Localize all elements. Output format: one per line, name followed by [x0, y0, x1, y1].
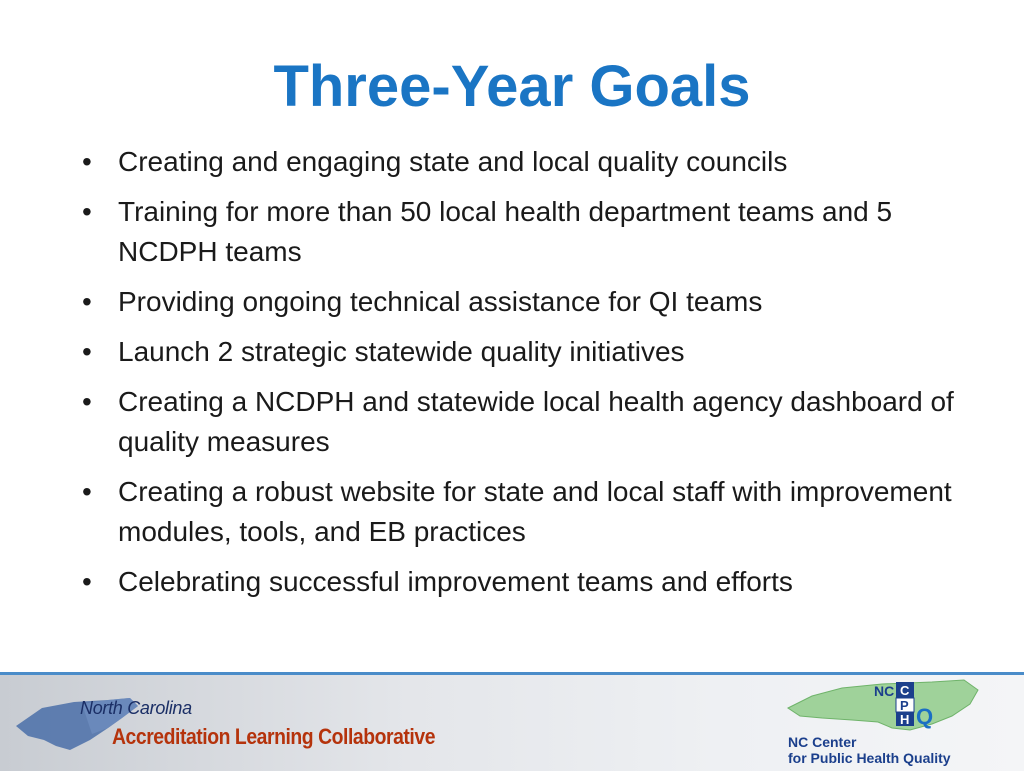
bullet-item	[82, 142, 992, 182]
bullet-marker: •	[82, 336, 92, 367]
bullet-text: Celebrating successful improvement teams and efforts	[118, 566, 793, 597]
bullet-item	[82, 282, 992, 322]
logo-line-north-carolina: North Carolina	[80, 698, 192, 718]
bullet-marker: •	[82, 286, 92, 317]
mark-letter-p: P	[900, 698, 909, 713]
mark-letter-q: Q	[916, 704, 934, 729]
bullet-list	[82, 142, 992, 612]
bullet-item	[82, 472, 992, 552]
bullet-marker: •	[82, 386, 92, 417]
bullet-text: Creating and engaging state and local quality councils	[118, 146, 788, 177]
mark-letters-nc: NC	[874, 683, 895, 699]
bullet-item	[82, 332, 992, 372]
bullet-marker: •	[82, 476, 92, 507]
accreditation-learning-collaborative-logo	[12, 688, 442, 762]
bullet-text: Creating a robust website for state and local staff with improvement modules, tools, and EB practices	[118, 476, 952, 547]
logo-line-accreditation: Accreditation Learning Collaborative	[112, 724, 436, 749]
mark-letter-c: C	[900, 683, 910, 698]
slide-title: Three-Year Goals	[273, 54, 751, 119]
bullet-text: Launch 2 strategic statewide quality initiatives	[118, 336, 685, 367]
logo-name-line2: for Public Health Quality	[788, 750, 951, 766]
logo-name-line1: NC Center	[788, 734, 857, 750]
ncphq-map-mark-icon	[782, 676, 1022, 736]
bullet-marker: •	[82, 146, 92, 177]
bullet-text: Providing ongoing technical assistance for QI teams	[118, 286, 763, 317]
mark-letter-h: H	[900, 712, 910, 727]
bullet-text: Creating a NCDPH and statewide local health agency dashboard of quality measures	[118, 386, 954, 457]
bullet-text: Training for more than 50 local health department teams and 5 NCDPH teams	[118, 196, 893, 267]
bullet-item	[82, 562, 992, 602]
nc-center-public-health-quality-logo	[782, 676, 1022, 768]
bullet-item	[82, 382, 992, 462]
bullet-marker: •	[82, 566, 92, 597]
bullet-item	[82, 192, 992, 272]
bullet-marker: •	[82, 196, 92, 227]
